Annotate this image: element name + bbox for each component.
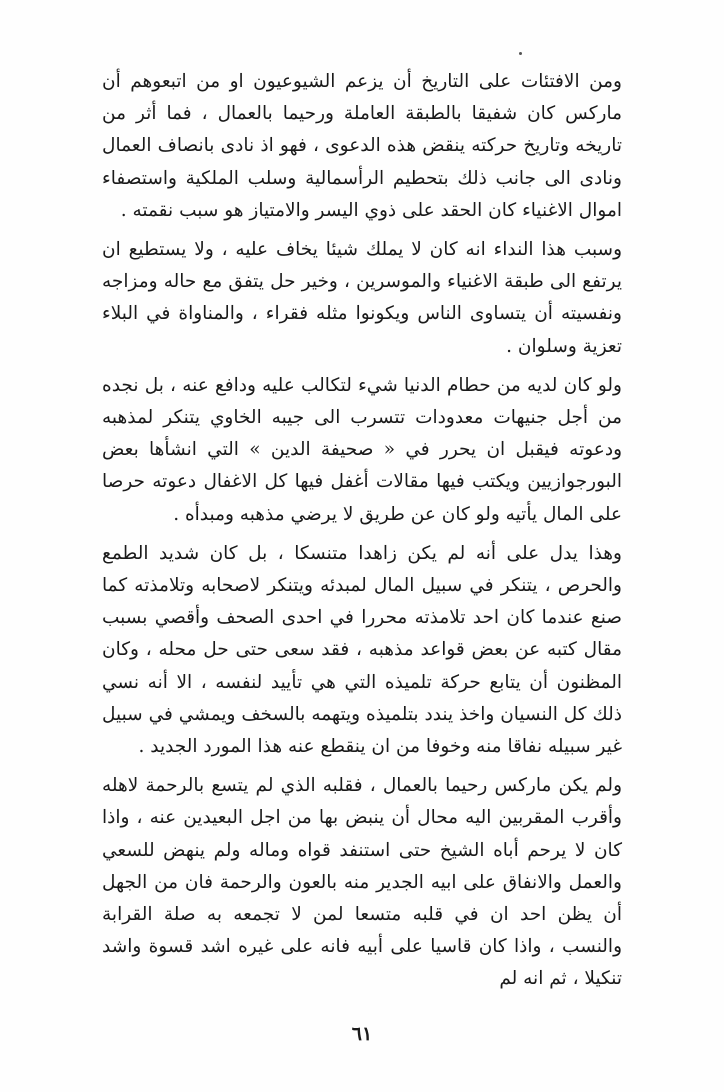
print-speck bbox=[519, 52, 522, 55]
page-number: ٦١ bbox=[351, 1023, 373, 1045]
body-text bbox=[102, 66, 622, 996]
paragraph-5: ولم يكن ماركس رحيما بالعمال ، فقلبه الذي لم يتسع بالرحمة لاهله وأقرب المقربين اليه محال أن ينبض بها من اجل البعيدين عنه ، واذا كان لا يرحم أباه الشيخ حتى استنفد قواه وماله ولم ينهض للسعي والعمل والانفاق على ابيه الجدير منه بالعون والرحمة فان من الجهل أن يظن احد ان في قلبه متسعا لمن لا تجمعه به صلة القرابة والنسب ، واذا كان قاسيا على أبيه فانه على غيره اشد قسوة واشد تنكيلا ، ثم انه لم bbox=[102, 775, 622, 990]
paragraph-1: ومن الافتئات على التاريخ أن يزعم الشيوعيون او من اتبعوهم أن ماركس كان شفيقا بالطبقة العاملة ورحيما بالعمال ، فما أثر من تاريخه وتاريخ حركته ينقض هذه الدعوى ، فهو اذ نادى بانصاف العمال ونادى الى جانب ذلك بتحطيم الرأسمالية وسلب الملكية واستصفاء اموال الاغنياء كان الحقد على ذوي اليسر والامتياز هو سبب نقمته . bbox=[102, 71, 622, 221]
paragraph-3: ولو كان لديه من حطام الدنيا شيء لتكالب عليه ودافع عنه ، بل نجده من أجل جنيهات معدودات تتسرب الى جيبه الخاوي يتنكر لمذهبه ودعوته فيقبل ان يحرر في « صحيفة الدين » التي انشأها بعض البورجوازيين ويكتب فيها مقالات أغفل فيها كل الاغفال دعوته حرصا على المال يأتيه ولو كان عن طريق لا يرضي مذهبه ومبدأه . bbox=[102, 374, 622, 525]
paragraph-2: وسبب هذا النداء انه كان لا يملك شيئا يخاف عليه ، ولا يستطيع ان يرتفع الى طبقة الاغنياء والموسرين ، وخير حل يتفق مع حاله ومزاجه ونفسيته أن يتساوى الناس ويكونوا مثله فقراء ، والمناواة في البلاء تعزية وسلوان . bbox=[102, 239, 622, 357]
paragraph-4: وهذا يدل على أنه لم يكن زاهدا متنسكا ، بل كان شديد الطمع والحرص ، يتنكر في سبيل المال لمبدئه ويتنكر لاصحابه وتلامذته كما صنع عندما كان احد تلامذته محررا في احدى الصحف وأقصي بسبب مقال كتبه عن بعض قواعد مذهبه ، فقد سعى حتى حل محله ، وكان المظنون أن يتابع حركة تلميذه التي هي تأييد لنفسه ، الا أنه نسي ذلك كل النسيان واخذ يندد بتلميذه ويتهمه بالسخف ويمشي في سبيل غير سبيله نفاقا منه وخوفا من ان ينقطع عنه هذا المورد الجديد . bbox=[102, 542, 622, 758]
